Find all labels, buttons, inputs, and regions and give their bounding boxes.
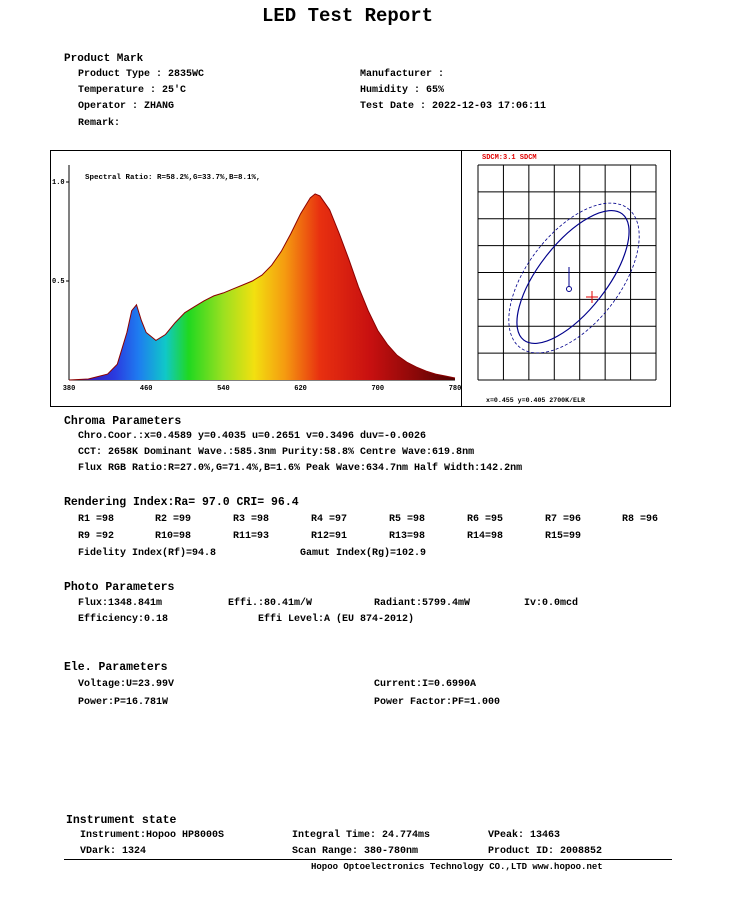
x-tick-label-460: 460 bbox=[139, 385, 153, 393]
effi-level: Effi Level:A (EU 874-2012) bbox=[258, 614, 415, 625]
y-tick-label-1.0: 1.0 bbox=[52, 179, 65, 187]
test-date: Test Date : 2022-12-03 17:06:11 bbox=[360, 101, 547, 112]
sdcm-outer-ellipse bbox=[484, 180, 665, 375]
fidelity-index: Fidelity Index(Rf)=94.8 bbox=[78, 548, 217, 559]
sdcm-svg bbox=[462, 151, 670, 406]
spectrum-chart bbox=[50, 150, 462, 407]
power-factor: Power Factor:PF=1.000 bbox=[374, 697, 501, 708]
r-index-r2: R2 =99 bbox=[155, 514, 192, 525]
r-index-r15: R15=99 bbox=[545, 531, 582, 542]
temperature: Temperature : 25'C bbox=[78, 85, 187, 96]
sdcm-grid bbox=[478, 165, 656, 380]
scan-range: Scan Range: 380-780nm bbox=[292, 846, 419, 857]
luminous-intensity: Iv:0.0mcd bbox=[524, 598, 579, 609]
efficiency: Efficiency:0.18 bbox=[78, 614, 169, 625]
r-index-r13: R13=98 bbox=[389, 531, 426, 542]
report-title: LED Test Report bbox=[262, 5, 434, 27]
remark: Remark: bbox=[78, 118, 121, 129]
sdcm-header: SDCM:3.1 SDCM bbox=[482, 154, 537, 162]
flux: Flux:1348.841m bbox=[78, 598, 163, 609]
r-index-r9: R9 =92 bbox=[78, 531, 115, 542]
sdcm-panel bbox=[461, 150, 671, 407]
r-index-r6: R6 =95 bbox=[467, 514, 504, 525]
radiant: Radiant:5799.4mW bbox=[374, 598, 471, 609]
y-tick-label-0.5: 0.5 bbox=[52, 278, 65, 286]
operator: Operator : ZHANG bbox=[78, 101, 175, 112]
x-tick-label-380: 380 bbox=[62, 385, 76, 393]
x-tick-label-620: 620 bbox=[294, 385, 307, 393]
vpeak: VPeak: 13463 bbox=[488, 830, 561, 841]
chroma-heading: Chroma Parameters bbox=[64, 415, 182, 428]
r-index-r4: R4 =97 bbox=[311, 514, 348, 525]
spectrum-svg bbox=[51, 151, 461, 406]
spectrum-area bbox=[69, 194, 455, 380]
target-point bbox=[567, 287, 572, 292]
measured-point-icon bbox=[586, 291, 598, 303]
chroma-line-3: Flux RGB Ratio:R=27.0%,G=71.4%,B=1.6% Peak Wave:634.7nm Half Width:142.2nm bbox=[78, 463, 523, 474]
rendering-heading: Rendering Index:Ra= 97.0 CRI= 96.4 bbox=[64, 496, 299, 509]
company-footer: Hopoo Optoelectronics Technology CO.,LTD www.hopoo.net bbox=[311, 862, 603, 872]
ele-heading: Ele. Parameters bbox=[64, 661, 168, 674]
photo-heading: Photo Parameters bbox=[64, 581, 175, 594]
r-index-r3: R3 =98 bbox=[233, 514, 270, 525]
r-index-r12: R12=91 bbox=[311, 531, 348, 542]
r-index-r1: R1 =98 bbox=[78, 514, 115, 525]
chroma-line-1: Chro.Coor.:x=0.4589 y=0.4035 u=0.2651 v=0.3496 duv=-0.0026 bbox=[78, 431, 427, 442]
efficacy: Effi.:80.41m/W bbox=[228, 598, 313, 609]
product-id: Product ID: 2008852 bbox=[488, 846, 603, 857]
integral-time: Integral Time: 24.774ms bbox=[292, 830, 431, 841]
gamut-index: Gamut Index(Rg)=102.9 bbox=[300, 548, 427, 559]
voltage: Voltage:U=23.99V bbox=[78, 679, 175, 690]
power: Power:P=16.781W bbox=[78, 697, 169, 708]
vdark: VDark: 1324 bbox=[80, 846, 147, 857]
r-index-r7: R7 =96 bbox=[545, 514, 582, 525]
current: Current:I=0.6990A bbox=[374, 679, 477, 690]
spectral-ratio: Spectral Ratio: R=58.2%,G=33.7%,B=8.1%, bbox=[85, 174, 261, 182]
r-index-r5: R5 =98 bbox=[389, 514, 426, 525]
x-tick-label-540: 540 bbox=[217, 385, 230, 393]
r-index-r11: R11=93 bbox=[233, 531, 270, 542]
r-index-r10: R10=98 bbox=[155, 531, 192, 542]
product-type: Product Type : 2835WC bbox=[78, 69, 205, 80]
x-tick-label-700: 700 bbox=[371, 385, 385, 393]
footer-divider bbox=[64, 859, 672, 860]
sdcm-inner-ellipse bbox=[497, 193, 649, 361]
x-tick-label-780: 780 bbox=[448, 385, 461, 393]
chroma-line-2: CCT: 2658K Dominant Wave.:585.3nm Purity:58.8% Centre Wave:619.8nm bbox=[78, 447, 475, 458]
product-heading: Product Mark bbox=[64, 53, 144, 65]
instrument-heading: Instrument state bbox=[66, 814, 177, 827]
instrument-name: Instrument:Hopoo HP8000S bbox=[80, 830, 225, 841]
sdcm-footer: x=0.455 y=0.405 2700K/ELR bbox=[486, 397, 585, 404]
manufacturer: Manufacturer : bbox=[360, 69, 445, 80]
r-index-r14: R14=98 bbox=[467, 531, 504, 542]
r-index-r8: R8 =96 bbox=[622, 514, 659, 525]
humidity: Humidity : 65% bbox=[360, 85, 445, 96]
